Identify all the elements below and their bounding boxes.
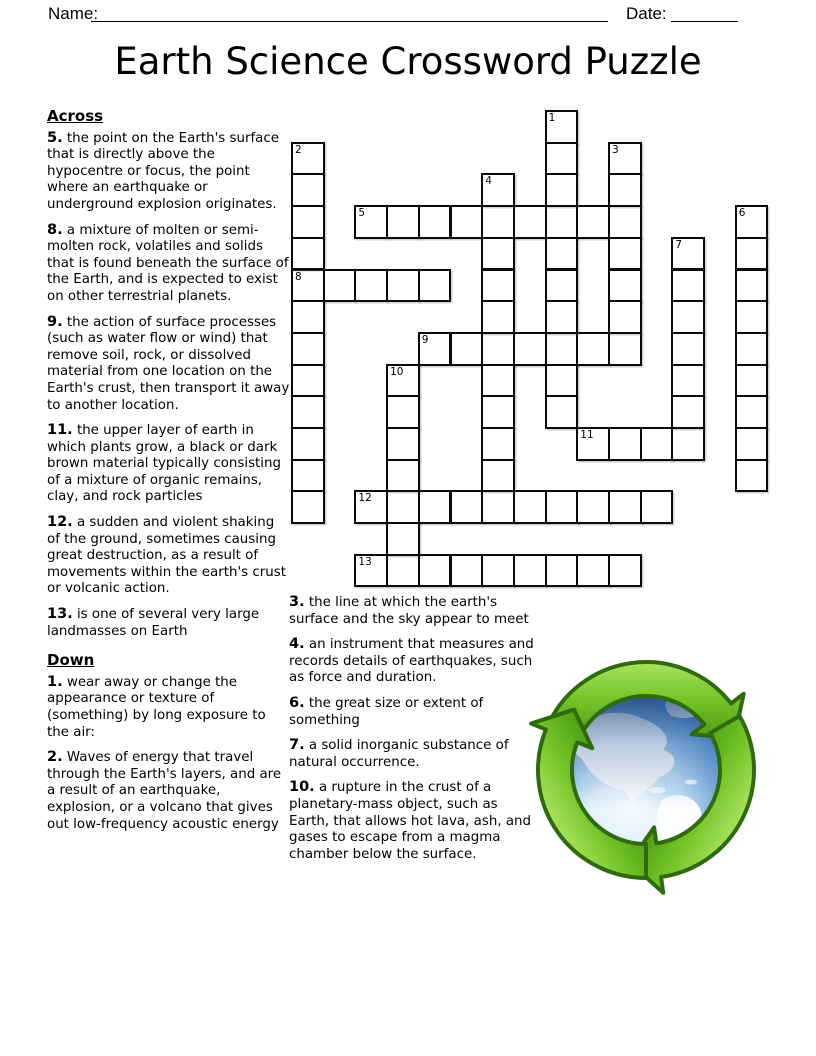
grid-cell xyxy=(735,237,769,271)
grid-number-1: 1 xyxy=(548,112,556,124)
grid-cell xyxy=(291,427,325,461)
clue-4: 4. an instrument that measures and records details of earthquakes, such as force and duration. xyxy=(289,636,534,686)
grid-cell xyxy=(291,490,325,524)
grid-cell xyxy=(481,490,515,524)
clue-12: 12. a sudden and violent shaking of the ground, sometimes causing great destruction, as a result of movements within the earth's crust or volcanic action. xyxy=(47,514,286,597)
grid-cell xyxy=(576,490,610,524)
grid-cell xyxy=(545,554,579,588)
across-heading: Across xyxy=(47,107,104,125)
grid-number-5: 5 xyxy=(358,207,366,220)
grid-number-12: 12 xyxy=(358,492,372,505)
grid-cell xyxy=(545,205,579,239)
name-label: Name: xyxy=(48,4,99,23)
clue-11: 11. the upper layer of earth in which plants grow, a black or dark brown material typically consisting of a mixture of organic remains, clay, and rock particles xyxy=(47,422,282,505)
grid-cell xyxy=(386,554,420,588)
grid-cell xyxy=(735,300,769,334)
grid-cell xyxy=(481,300,515,334)
down-heading: Down xyxy=(47,651,95,670)
grid-cell xyxy=(545,364,579,398)
grid-cell xyxy=(513,332,547,366)
grid-cell xyxy=(671,269,705,303)
grid-cell xyxy=(608,300,642,334)
grid-cell xyxy=(513,554,547,588)
grid-cell xyxy=(386,459,420,493)
grid-cell xyxy=(671,364,705,398)
date-label: Date: xyxy=(626,4,667,23)
grid-cell xyxy=(450,332,484,366)
clue-10: 10. a rupture in the crust of a planetary-mass object, such as Earth, that allows hot lava, ash, and gases to escape from a magma chamber below the surface. xyxy=(289,779,532,862)
grid-cell xyxy=(386,427,420,461)
grid-cell xyxy=(386,522,420,556)
grid-cell xyxy=(671,427,705,461)
grid-cell xyxy=(291,395,325,429)
grid-cell xyxy=(386,205,420,239)
grid-cell xyxy=(576,332,610,366)
down-clue-list-left xyxy=(47,674,290,833)
grid-cell xyxy=(608,205,642,239)
grid-cell xyxy=(291,459,325,493)
grid-cell xyxy=(545,173,579,207)
grid-number-7: 7 xyxy=(675,238,683,251)
grid-cell xyxy=(545,237,579,271)
clue-3: 3. the line at which the earth's surface and the sky appear to meet xyxy=(289,594,529,627)
grid-cell xyxy=(418,205,452,239)
across-clue-list xyxy=(47,130,290,641)
grid-cell xyxy=(481,459,515,493)
grid-number-3: 3 xyxy=(612,143,619,156)
down-clue-list-middle xyxy=(289,594,534,863)
grid-cell xyxy=(481,237,515,271)
clues-middle-column xyxy=(289,594,534,871)
grid-number-13: 13 xyxy=(358,555,372,568)
grid-cell xyxy=(545,269,579,303)
grid-cell xyxy=(608,269,642,303)
clue-13: 13. is one of several very large landmasses on Earth xyxy=(47,606,260,639)
grid-cell xyxy=(545,332,579,366)
grid-cell xyxy=(481,364,515,398)
grid-number-6: 6 xyxy=(738,207,746,220)
grid-cell xyxy=(291,332,325,366)
grid-cell xyxy=(481,395,515,429)
grid-number-9: 9 xyxy=(421,333,429,346)
grid-cell xyxy=(608,490,642,524)
clue-1: 1. wear away or change the appearance or texture of (something) by long exposure to the air: xyxy=(47,673,266,740)
grid-cell xyxy=(291,205,325,239)
clue-5: 5. the point on the Earth's surface that is directly above the hypocentre or focus, the point where an earthquake or underground explosion originates. xyxy=(47,129,279,212)
grid-cell xyxy=(735,459,769,493)
grid-cell xyxy=(545,395,579,429)
grid-cell xyxy=(576,205,610,239)
grid-cell xyxy=(608,427,642,461)
grid-cell xyxy=(481,205,515,239)
grid-cell xyxy=(545,490,579,524)
grid-cell xyxy=(323,269,357,303)
grid-number-2: 2 xyxy=(295,143,302,156)
grid-cell xyxy=(735,332,769,366)
grid-cell xyxy=(450,205,484,239)
grid-cell xyxy=(291,300,325,334)
grid-number-10: 10 xyxy=(390,365,404,378)
page-title: Earth Science Crossword Puzzle xyxy=(114,40,702,83)
clue-2: 2. Waves of energy that travel through the Earth's layers, and are a result of an earthquake, explosion, or a volcano that gives out low-frequency acoustic energy xyxy=(47,749,282,832)
grid-cell xyxy=(481,332,515,366)
grid-cell xyxy=(291,237,325,271)
grid-cell xyxy=(735,395,769,429)
grid-number-8: 8 xyxy=(295,270,302,283)
grid-cell xyxy=(450,554,484,588)
grid-cell xyxy=(735,427,769,461)
grid-cell xyxy=(354,269,388,303)
clue-7: 7. a solid inorganic substance of natural occurrence. xyxy=(289,737,509,770)
grid-cell xyxy=(735,269,769,303)
clue-8: 8. a mixture of molten or semi-molten rock, volatiles and solids that is found beneath the surface of the Earth, and is expected to exist on other terrestrial planets. xyxy=(47,221,289,304)
grid-cell xyxy=(386,395,420,429)
grid-number-11: 11 xyxy=(580,429,594,441)
grid-cell xyxy=(291,364,325,398)
grid-cell xyxy=(608,173,642,207)
grid-cell xyxy=(418,554,452,588)
name-blank-line xyxy=(91,3,608,22)
grid-cell xyxy=(576,554,610,588)
grid-cell xyxy=(386,490,420,524)
recycle-earth-illustration xyxy=(521,640,773,902)
grid-cell xyxy=(481,269,515,303)
grid-cell xyxy=(608,237,642,271)
grid-cell xyxy=(545,300,579,334)
date-blank-line xyxy=(671,3,738,22)
grid-cell xyxy=(545,142,579,176)
grid-cell xyxy=(671,395,705,429)
grid-number-4: 4 xyxy=(485,175,492,188)
grid-cell xyxy=(386,269,420,303)
grid-cell xyxy=(418,490,452,524)
grid-cell xyxy=(640,427,674,461)
grid-cell xyxy=(450,490,484,524)
grid-cell xyxy=(735,364,769,398)
grid-cell xyxy=(671,300,705,334)
grid-cell xyxy=(640,490,674,524)
grid-cell xyxy=(418,269,452,303)
grid-cell xyxy=(513,490,547,524)
grid-cell xyxy=(608,332,642,366)
grid-cell xyxy=(608,554,642,588)
grid-cell xyxy=(671,332,705,366)
grid-cell xyxy=(481,427,515,461)
clue-6: 6. the great size or extent of something xyxy=(289,694,484,728)
clues-left-column xyxy=(47,108,290,841)
grid-cell xyxy=(513,205,547,239)
grid-cell xyxy=(481,554,515,588)
clue-9: 9. the action of surface processes (such as water flow or wind) that remove soil, rock, or dissolved material from one location on the Earth's crust, then transport it away to another location. xyxy=(47,313,290,413)
grid-cell xyxy=(291,173,325,207)
